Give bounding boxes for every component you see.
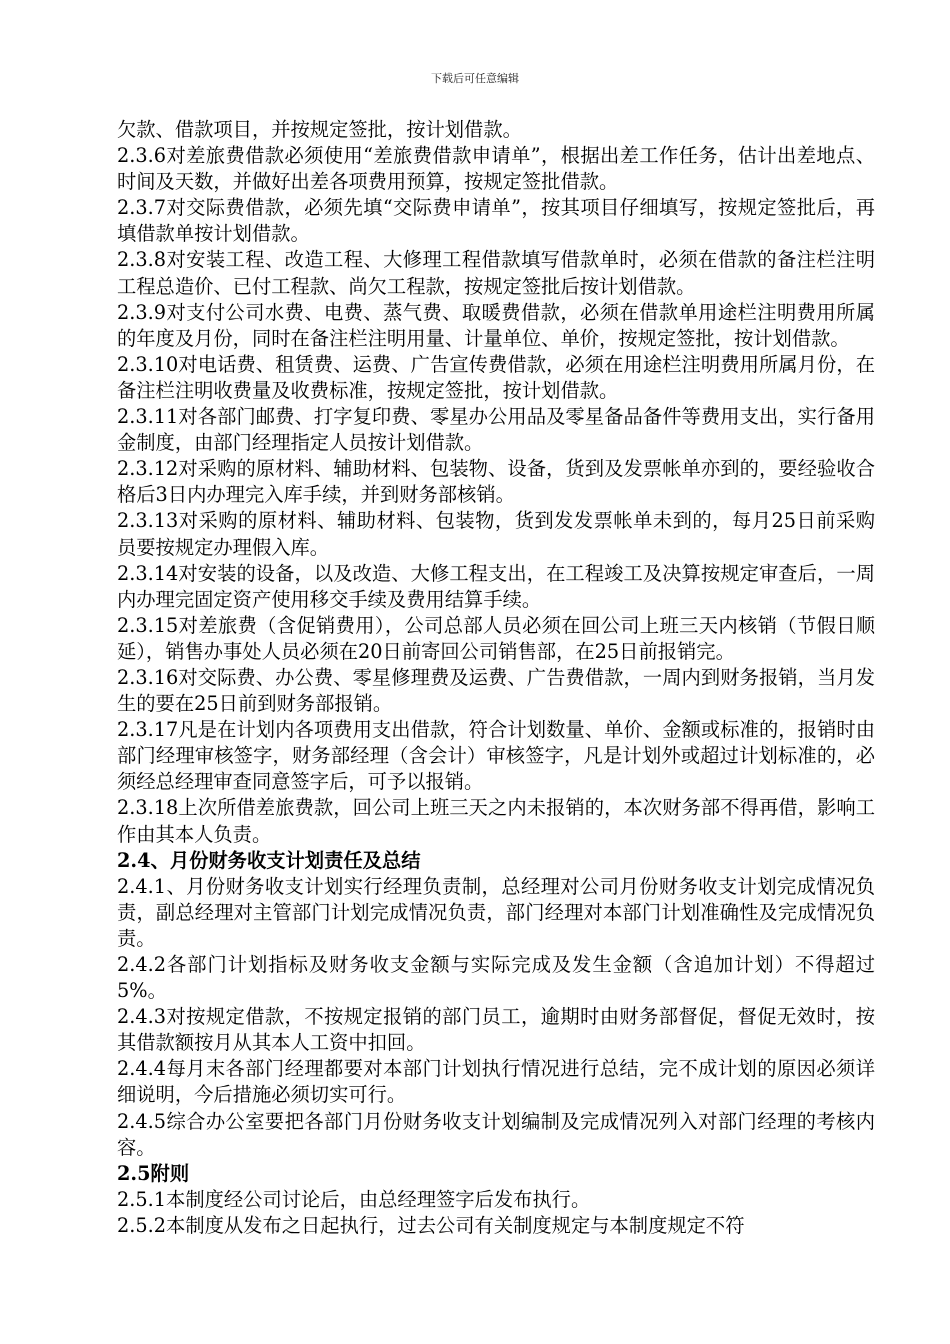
section-heading: 2.4、月份财务收支计划责任及总结	[117, 848, 421, 872]
paragraph: 2.3.8对安装工程、改造工程、大修理工程借款填写借款单时，必须在借款的备注栏注明工程总造价、已付工程款、尚欠工程款，按规定签批后按计划借款。	[117, 248, 875, 298]
paragraph: 2.3.12对采购的原材料、辅助材料、包装物、设备，货到及发票帐单亦到的，要经验收合格后3日内办理完入库手续，并到财务部核销。	[117, 457, 875, 507]
paragraph: 2.4.1、月份财务收支计划实行经理负责制，总经理对公司月份财务收支计划完成情况负责，副总经理对主管部门计划完成情况负责，部门经理对本部门计划准确性及完成情况负责。	[117, 874, 875, 950]
paragraph: 2.3.17凡是在计划内各项费用支出借款，符合计划数量、单价、金额或标准的，报销时由部门经理审核签字，财务部经理（含会计）审核签字，凡是计划外或超过计划标准的，必须经总经理审查同意签字后，可予以报销。	[117, 718, 875, 794]
paragraph: 2.3.18上次所借差旅费款，回公司上班三天之内未报销的，本次财务部不得再借，影响工作由其本人负责。	[117, 796, 875, 846]
paragraph: 2.5.1本制度经公司讨论后，由总经理签字后发布执行。	[117, 1187, 591, 1211]
paragraph: 2.4.3对按规定借款，不按规定报销的部门员工，逾期时由财务部督促，督促无效时，按其借款额按月从其本人工资中扣回。	[117, 1005, 875, 1055]
paragraph: 2.3.11对各部门邮费、打字复印费、零星办公用品及零星备品备件等费用支出，实行备用金制度，由部门经理指定人员按计划借款。	[117, 405, 875, 455]
paragraph: 2.3.6对差旅费借款必须使用“差旅费借款申请单”，根据出差工作任务，估计出差地点、时间及天数，并做好出差各项费用预算，按规定签批借款。	[117, 144, 875, 194]
paragraph: 2.3.7对交际费借款，必须先填“交际费申请单”，按其项目仔细填写，按规定签批后，再填借款单按计划借款。	[117, 196, 875, 246]
paragraph: 2.3.10对电话费、租赁费、运费、广告宣传费借款，必须在用途栏注明费用所属月份，在备注栏注明收费量及收费标准，按规定签批，按计划借款。	[117, 352, 875, 402]
document-body	[117, 117, 875, 1239]
paragraph: 2.4.2各部门计划指标及财务收支金额与实际完成及发生金额（含追加计划）不得超过5%。	[117, 953, 875, 1003]
paragraph: 欠款、借款项目，并按规定签批，按计划借款。	[117, 118, 522, 141]
paragraph: 2.3.16对交际费、办公费、零星修理费及运费、广告费借款，一周内到财务报销，当月发生的要在25日前到财务部报销。	[117, 665, 875, 716]
paragraph: 2.3.14对安装的设备，以及改造、大修工程支出，在工程竣工及决算按规定审查后，一周内办理完固定资产使用移交手续及费用结算手续。	[117, 561, 875, 611]
paragraph: 2.4.4每月末各部门经理都要对本部门计划执行情况进行总结，完不成计划的原因必须详细说明，今后措施必须切实可行。	[117, 1057, 875, 1107]
paragraph: 2.3.9对支付公司水费、电费、蒸气费、取暖费借款，必须在借款单用途栏注明费用所属的年度及月份，同时在备注栏注明用量、计量单位、单价，按规定签批，按计划借款。	[117, 300, 875, 350]
paragraph: 2.5.2本制度从发布之日起执行，过去公司有关制度规定与本制度规定不符	[117, 1213, 745, 1237]
paragraph: 2.3.13对采购的原材料、辅助材料、包装物，货到发发票帐单未到的，每月25日前采购员要按规定办理假入库。	[117, 509, 875, 559]
section-heading: 2.5附则	[117, 1161, 190, 1185]
page-header: 下载后可任意编辑	[431, 72, 519, 85]
paragraph: 2.3.15对差旅费（含促销费用），公司总部人员必须在回公司上班三天内核销（节假日顺延），销售办事处人员必须在20日前寄回公司销售部，在25日前报销完。	[117, 613, 875, 663]
paragraph: 2.4.5综合办公室要把各部门月份财务收支计划编制及完成情况列入对部门经理的考核内容。	[117, 1109, 875, 1159]
